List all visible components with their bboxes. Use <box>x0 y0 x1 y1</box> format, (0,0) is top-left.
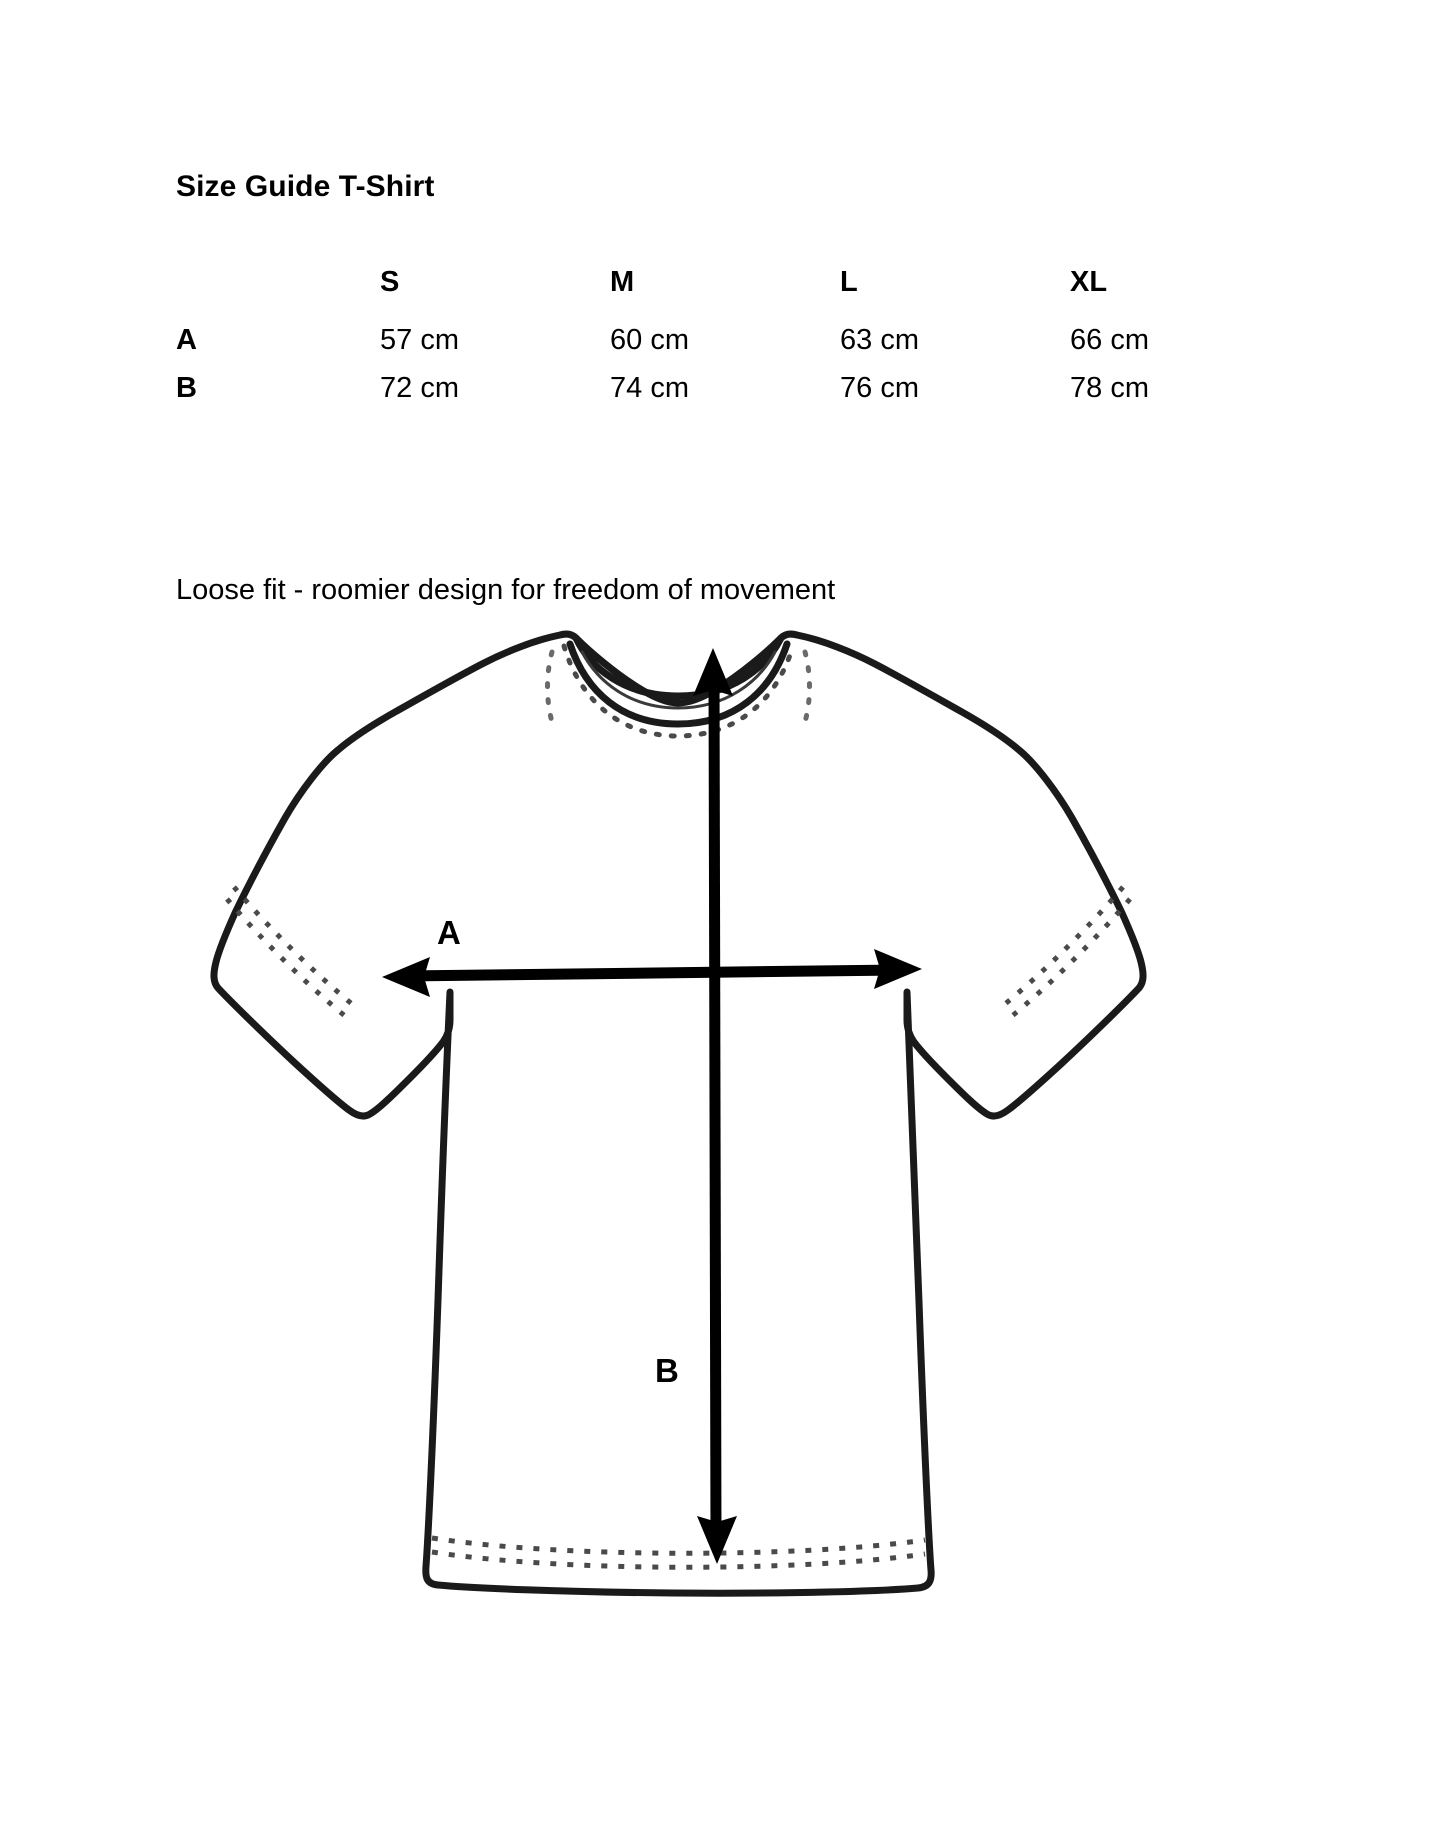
measurement-a-label: A <box>437 914 461 951</box>
page-title: Size Guide T-Shirt <box>176 170 435 203</box>
tshirt-outline-icon <box>214 634 1143 1593</box>
size-table-corner <box>176 258 380 316</box>
cell-b-l: 76 cm <box>840 372 919 404</box>
size-table-header <box>176 258 1300 316</box>
measurement-b-label: B <box>655 1352 679 1389</box>
size-header-m: M <box>610 266 635 298</box>
tshirt-diagram <box>0 600 1445 1600</box>
cell-b-xl: 78 cm <box>1070 372 1149 404</box>
size-header-s: S <box>380 266 400 298</box>
row-label-b: B <box>176 372 197 404</box>
cell-a-l: 63 cm <box>840 324 919 356</box>
cell-a-m: 60 cm <box>610 324 689 356</box>
size-table-body <box>176 316 1300 412</box>
table-row <box>176 364 1300 412</box>
size-header-xl: XL <box>1070 266 1108 298</box>
cell-a-xl: 66 cm <box>1070 324 1149 356</box>
cell-b-m: 74 cm <box>610 372 689 404</box>
cell-a-s: 57 cm <box>380 324 459 356</box>
size-table <box>176 258 1300 412</box>
size-header-l: L <box>840 266 858 298</box>
row-label-a: A <box>176 324 197 356</box>
table-row <box>176 316 1300 364</box>
size-table-header-row <box>176 258 1300 316</box>
cell-b-s: 72 cm <box>380 372 459 404</box>
fit-description: Loose fit - roomier design for freedom of movement <box>176 574 836 606</box>
